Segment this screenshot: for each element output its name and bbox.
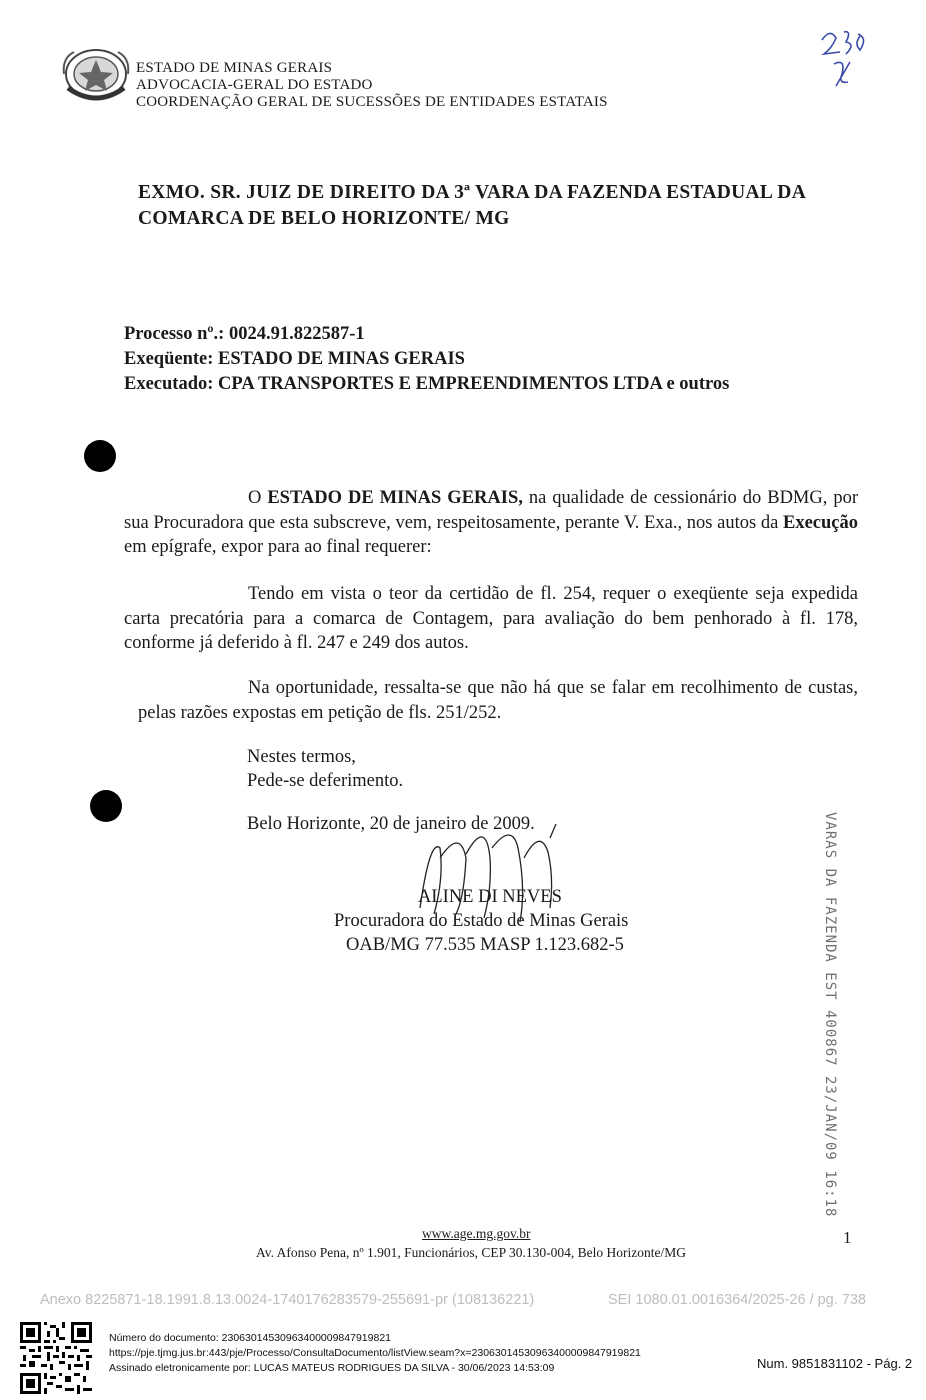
executado-label: Executado: bbox=[124, 374, 214, 394]
punch-hole bbox=[90, 790, 122, 822]
executado-value: CPA TRANSPORTES E EMPREENDIMENTOS LTDA e outros bbox=[218, 374, 730, 394]
document-url[interactable]: https://pje.tjmg.jus.br:443/pje/Processo/ConsultaDocumento/listView.seam?x=23063014530963400009847919821 bbox=[109, 1347, 641, 1359]
annotation-text: 256 bbox=[812, 24, 814, 25]
exequente-label: Exeqüente: bbox=[124, 349, 214, 369]
closing-line: Nestes termos, bbox=[247, 747, 356, 767]
text-run-bold: Execução bbox=[782, 512, 858, 533]
watermark-annexo: Anexo 8225871-18.1991.8.13.0024-1740176283579-255691-pr (108136221) bbox=[40, 1292, 535, 1308]
letterhead bbox=[136, 60, 608, 111]
signer-name: ALINE DI NEVES bbox=[418, 887, 562, 907]
case-executado bbox=[124, 372, 729, 397]
footer-address: Av. Afonso Pena, nº 1.901, Funcionários, CEP 30.130-004, Belo Horizonte/MG bbox=[256, 1245, 687, 1260]
qr-code-icon bbox=[20, 1322, 92, 1394]
signer-ids: OAB/MG 77.535 MASP 1.123.682-5 bbox=[346, 935, 624, 955]
page-number: 1 bbox=[843, 1228, 852, 1247]
handwritten-annotation bbox=[812, 24, 872, 90]
text-run: na qualidade de cessionário do BDMG, por sua Procuradora que esta subscreve, vem, respeitosamente, perante V. Exa., nos autos da bbox=[124, 488, 858, 533]
letterhead-line: ADVOCACIA-GERAL DO ESTADO bbox=[136, 77, 373, 93]
case-exequente bbox=[124, 347, 729, 372]
addressee bbox=[138, 180, 868, 232]
electronic-signature: Assinado eletronicamente por: LUCAS MATEUS RODRIGUES DA SILVA - 30/06/2023 14:53:09 bbox=[109, 1362, 555, 1374]
date-line: Belo Horizonte, 20 de janeiro de 2009. bbox=[247, 814, 535, 834]
signer-role: Procuradora do Estado de Minas Gerais bbox=[334, 911, 629, 931]
addressee-line: EXMO. SR. JUIZ DE DIREITO DA 3ª VARA DA FAZENDA ESTADUAL DA bbox=[138, 182, 807, 203]
document-num-page: Num. 9851831102 - Pág. 2 bbox=[757, 1356, 913, 1371]
state-coat-of-arms-icon bbox=[60, 44, 132, 106]
closing-line: Pede-se deferimento. bbox=[247, 771, 404, 791]
footer-website-link[interactable]: www.age.mg.gov.br bbox=[422, 1226, 531, 1241]
case-number-label: Processo nº.: bbox=[124, 324, 225, 344]
case-number-value: 0024.91.822587-1 bbox=[228, 324, 365, 344]
signature-block bbox=[334, 885, 628, 957]
text-run: em epígrafe, expor para ao final requerer: bbox=[124, 537, 432, 557]
document-metadata bbox=[109, 1331, 641, 1376]
letterhead-line: ESTADO DE MINAS GERAIS bbox=[136, 60, 333, 76]
paragraph-intro bbox=[124, 486, 858, 560]
case-number bbox=[124, 322, 729, 347]
document-number: Número do documento: 23063014530963400009847919821 bbox=[109, 1332, 391, 1344]
letterhead-line: COORDENAÇÃO GERAL DE SUCESSÕES DE ENTIDADES ESTATAIS bbox=[136, 94, 608, 110]
text-run-bold: ESTADO DE MINAS GERAIS, bbox=[267, 488, 523, 508]
closing bbox=[247, 745, 403, 793]
addressee-line: COMARCA DE BELO HORIZONTE/ MG bbox=[138, 208, 510, 229]
exequente-value: ESTADO DE MINAS GERAIS bbox=[218, 349, 465, 369]
paragraph-costs: Na oportunidade, ressalta-se que não há que se falar em recolhimento de custas, pelas razões expostas em petição de fls. 251/252. bbox=[138, 678, 858, 723]
paragraph-request: Tendo em vista o teor da certidão de fl. 254, requer o exeqüente seja expedida carta precatória para a comarca de Contagem, para avaliação do bem penhorado à fl. 178, conforme já deferido à fl. 247 e 249 dos autos. bbox=[124, 584, 858, 653]
watermark-sei: SEI 1080.01.0016364/2025-26 / pg. 738 bbox=[608, 1292, 866, 1308]
text-run: O bbox=[248, 488, 268, 508]
punch-hole bbox=[84, 440, 116, 472]
protocol-stamp: VARAS DA FAZENDA EST 400867 23/JAN/09 16:18 bbox=[822, 812, 838, 1218]
case-info bbox=[124, 322, 729, 397]
